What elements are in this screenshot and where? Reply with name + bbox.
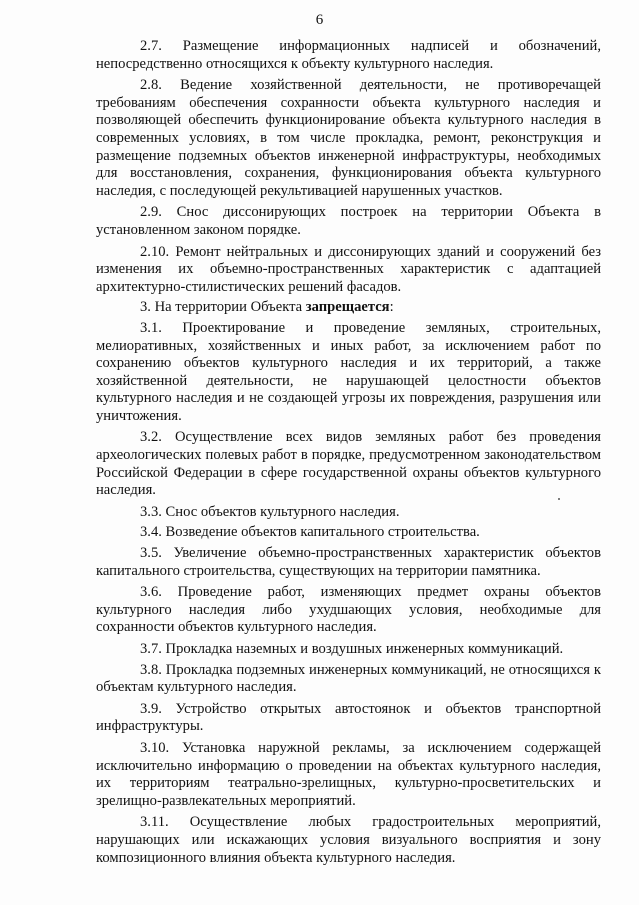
paragraph-3-9: 3.9. Устройство открытых автостоянок и объектов транспортной инфраструктуры.: [96, 700, 601, 735]
paragraph-3-11: 3.11. Осуществление любых градостроительных мероприятий, нарушающих или искажающих условия визуального восприятия и зону композиционного влияния объекта культурного наследия.: [96, 814, 601, 866]
paragraph-3-intro: [96, 299, 601, 317]
paragraph-2-9: 2.9. Снос диссонирующих построек на территории Объекта в установленном законом порядке.: [96, 204, 601, 238]
paragraph-3-6: 3.6. Проведение работ, изменяющих предмет охраны объектов культурного наследия либо ухудшающих условия, необходимые для сохранности объектов культурного наследия.: [96, 584, 601, 636]
document-body: [96, 38, 601, 871]
paragraph-2-10: 2.10. Ремонт нейтральных и диссонирующих зданий и сооружений без изменения их объемно-пространственных характеристик с адаптацией архитектурно-стилистических решений фасадов.: [96, 243, 601, 295]
scan-speck: [558, 498, 560, 500]
paragraph-3-5: 3.5. Увеличение объемно-пространственных характеристик объектов капитального строительства, существующих на территории памятника.: [96, 545, 601, 579]
page-number: 6: [315, 12, 324, 28]
paragraph-3-intro-tail: :: [389, 299, 394, 316]
paragraph-3-intro-lead: 3. На территории Объекта: [140, 299, 306, 316]
paragraph-3-7: 3.7. Прокладка наземных и воздушных инженерных коммуникаций.: [140, 641, 564, 657]
paragraph-3-2: 3.2. Осуществление всех видов земляных работ без проведения археологических полевых работ в порядке, предусмотренном законодательством Российской Федерации в сфере государственной охраны объектов культурного наследия.: [96, 429, 601, 499]
paragraph-3-1: 3.1. Проектирование и проведение земляных, строительных, мелиоративных, хозяйственных и иных работ, за исключением работ по сохранению объектов культурного наследия и их территорий, а также хозяйственной деятельности, не нарушающей целостности объектов культурного наследия и не создающей угрозы их повреждения, разрушения или уничтожения.: [96, 319, 601, 424]
prohibited-keyword: запрещается: [305, 299, 390, 316]
paragraph-3-8: 3.8. Прокладка подземных инженерных коммуникаций, не относящихся к объектам культурного наследия.: [96, 661, 601, 696]
paragraph-2-7: 2.7. Размещение информационных надписей и обозначений, непосредственно относящихся к объекту культурного наследия.: [96, 38, 601, 72]
paragraph-3-10: 3.10. Установка наружной рекламы, за исключением содержащей исключительно информацию о проведении на объектах культурного наследия, их территориям театрально-зрелищных, культурно-просветительских и зрелищно-развлекательных мероприятий.: [96, 739, 601, 809]
paragraph-2-8: 2.8. Ведение хозяйственной деятельности, не противоречащей требованиям обеспечения сохранности объекта культурного наследия и позволяющей обеспечить функционирование объекта культурного наследия в современных условиях, в том числе прокладка, ремонт, реконструкция и размещение подземных объектов инженерной инфраструктуры, необходимых для восстановления, сохранения, функционирования объекта культурного наследия, с последующей рекультивацией нарушенных участков.: [96, 77, 601, 199]
paragraph-3-4: 3.4. Возведение объектов капитального строительства.: [140, 524, 480, 541]
paragraph-3-3: 3.3. Снос объектов культурного наследия.: [140, 503, 400, 520]
